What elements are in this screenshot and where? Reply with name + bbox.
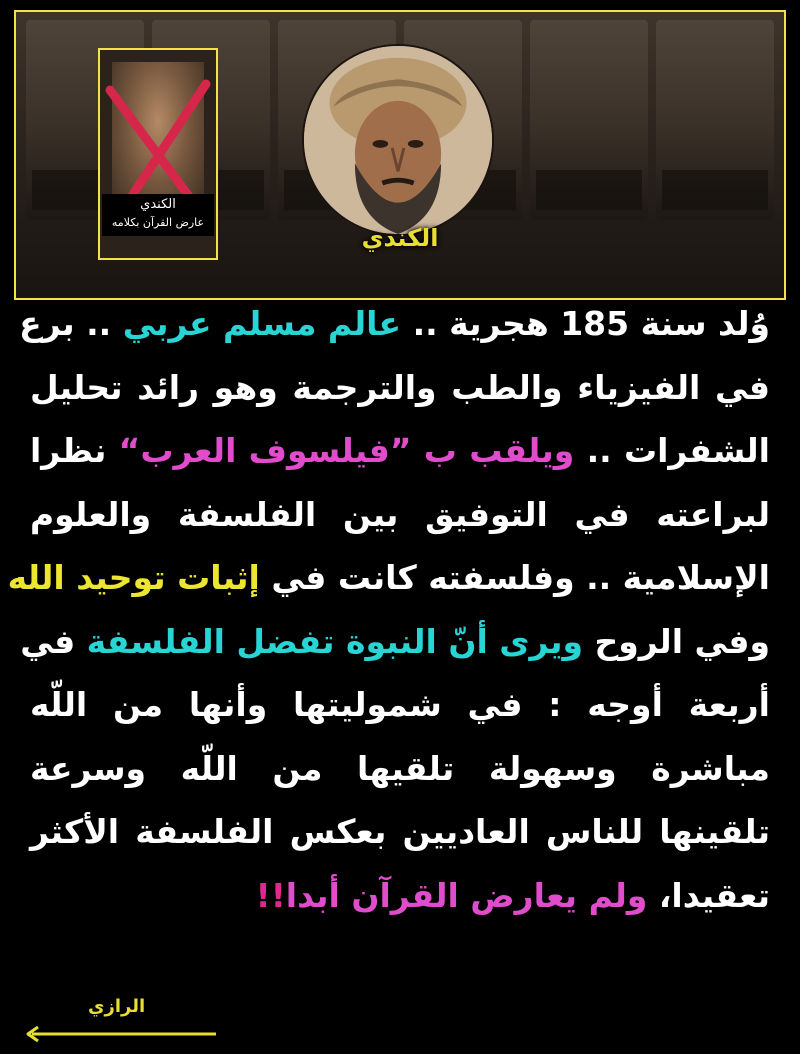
prev-page-label[interactable]: الرازي — [88, 996, 146, 1017]
article-text: تلقينها للناس العاديين بعكس الفلسفة الأكثر — [30, 812, 770, 851]
portrait-name-label: الكندي — [361, 224, 439, 252]
article-text: تعقيدا، — [647, 875, 770, 915]
article-text: الشفرات .. — [574, 431, 770, 470]
article-line — [30, 800, 770, 864]
article-text: مباشرة وسهولة تلقيها من اللّه وسرعة — [30, 748, 770, 788]
mini-card-caption — [102, 194, 214, 236]
back-arrow-icon[interactable] — [22, 1024, 218, 1044]
article-text: في — [20, 621, 87, 661]
article-line — [30, 356, 770, 420]
article-line — [20, 610, 770, 674]
scholar-portrait-image — [304, 46, 492, 234]
article-text: وُلد سنة 185 هجرية .. — [401, 304, 770, 343]
article-text: نظرا — [30, 431, 119, 470]
mini-card-name: الكندي — [140, 197, 176, 212]
highlighted-text: ويلقب ب ”فيلسوف العرب“ — [118, 431, 575, 470]
article-line — [30, 864, 770, 928]
highlighted-text: ولم يعارض القرآن أبدا — [285, 875, 648, 915]
article-line — [30, 483, 770, 547]
article-text: الإسلامية .. وفلسفته كانت في — [259, 558, 770, 597]
article-line — [30, 737, 770, 801]
article-line — [7, 546, 770, 610]
article-text: في الفيزياء والطب والترجمة وهو رائد تحليل — [30, 367, 770, 407]
highlighted-text: !! — [255, 875, 286, 915]
article-text: .. برع — [19, 304, 123, 343]
article-line — [30, 673, 770, 737]
article-text: لبراعته في التوفيق بين الفلسفة والعلوم — [30, 494, 770, 534]
highlighted-text: ويرى أنّ النبوة تفضل الفلسفة — [86, 621, 583, 661]
article-body — [7, 292, 770, 927]
crossed-portrait-card — [98, 48, 218, 260]
highlighted-text: عالم مسلم عربي — [122, 304, 402, 343]
highlighted-text: إثبات توحيد الله — [7, 558, 260, 597]
article-line — [30, 419, 770, 483]
article-text: أربعة أوجه : في شموليتها وأنها من اللّه — [30, 685, 770, 724]
mini-card-subtitle: عارض القرآن بكلامه — [111, 216, 205, 229]
main-portrait — [302, 44, 494, 236]
article-line — [19, 292, 770, 356]
article-text: وفي الروح — [582, 621, 770, 661]
